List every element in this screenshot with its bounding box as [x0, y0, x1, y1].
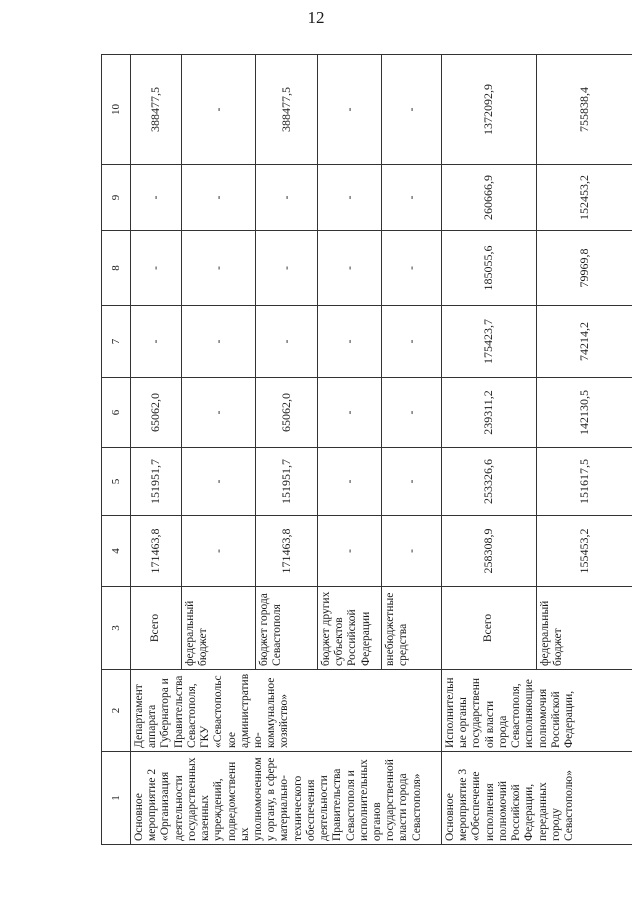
table-row: [131, 55, 182, 845]
value-cell: 388477,5: [256, 55, 318, 165]
value-cell: -: [382, 378, 442, 448]
page-number: 12: [307, 8, 325, 27]
value-cell: 258308,9: [442, 516, 537, 587]
value-cell: 175423,7: [442, 306, 537, 378]
header-cell: 1: [102, 752, 131, 845]
executor-cell: Исполнительные органы государственной власти города Севастополя, исполняющие полномочия Российской Федерации,: [442, 670, 632, 752]
value-cell: -: [382, 165, 442, 231]
rotated-table-container: [101, 55, 627, 845]
value-cell: -: [382, 516, 442, 587]
header-cell: 7: [102, 306, 131, 378]
value-cell: -: [256, 165, 318, 231]
value-cell: 151951,7: [131, 448, 182, 516]
value-cell: -: [182, 516, 256, 587]
value-cell: 65062,0: [131, 378, 182, 448]
header-cell: 2: [102, 670, 131, 752]
value-cell: -: [382, 231, 442, 306]
header-cell: 9: [102, 165, 131, 231]
value-cell: -: [256, 306, 318, 378]
value-cell: 260666,9: [442, 165, 537, 231]
value-cell: 388477,5: [131, 55, 182, 165]
source-cell: внебюджетные средства: [382, 587, 442, 670]
financing-table: [101, 54, 632, 845]
value-cell: -: [318, 231, 382, 306]
value-cell: 755838,4: [537, 55, 632, 165]
value-cell: -: [318, 378, 382, 448]
value-cell: 239311,2: [442, 378, 537, 448]
value-cell: -: [382, 55, 442, 165]
value-cell: 171463,8: [131, 516, 182, 587]
value-cell: 1372092,9: [442, 55, 537, 165]
table-row: [442, 55, 537, 845]
value-cell: -: [182, 55, 256, 165]
value-cell: -: [382, 306, 442, 378]
source-cell: Всего: [442, 587, 537, 670]
table-frame: [101, 55, 627, 845]
value-cell: 155453,2: [537, 516, 632, 587]
value-cell: -: [182, 306, 256, 378]
source-cell: бюджет города Севастополя: [256, 587, 318, 670]
value-cell: -: [182, 231, 256, 306]
activity-cell: Основное мероприятие 2 «Организация деятельности государственных казенных учреждений, подведомственных уполномоченному органу, в сфере материально-технического обеспечения деятельности Правительства Севастополя и исполнительных органов государственной власти города Севастополя»: [131, 752, 442, 845]
value-cell: -: [131, 306, 182, 378]
header-cell: 4: [102, 516, 131, 587]
value-cell: -: [182, 165, 256, 231]
value-cell: 65062,0: [256, 378, 318, 448]
value-cell: -: [382, 448, 442, 516]
source-cell: федеральный бюджет: [537, 587, 632, 670]
value-cell: 142130,5: [537, 378, 632, 448]
value-cell: -: [131, 231, 182, 306]
value-cell: -: [318, 306, 382, 378]
value-cell: 185055,6: [442, 231, 537, 306]
value-cell: 171463,8: [256, 516, 318, 587]
header-row: [102, 55, 131, 845]
value-cell: -: [318, 55, 382, 165]
value-cell: 152453,2: [537, 165, 632, 231]
header-cell: 3: [102, 587, 131, 670]
source-cell: федеральный бюджет: [182, 587, 256, 670]
value-cell: 151951,7: [256, 448, 318, 516]
value-cell: 74214,2: [537, 306, 632, 378]
header-cell: 5: [102, 448, 131, 516]
value-cell: -: [318, 165, 382, 231]
header-cell: 6: [102, 378, 131, 448]
executor-cell: Департамент аппарата Губернатора и Правительства Севастополя, ГКУ «Севастопольское административно-коммунальное хозяйство»: [131, 670, 442, 752]
value-cell: -: [318, 516, 382, 587]
value-cell: -: [256, 231, 318, 306]
source-cell: бюджет других субъектов Российской Федерации: [318, 587, 382, 670]
value-cell: -: [182, 448, 256, 516]
source-cell: Всего: [131, 587, 182, 670]
value-cell: -: [318, 448, 382, 516]
value-cell: 253326,6: [442, 448, 537, 516]
value-cell: 151617,5: [537, 448, 632, 516]
value-cell: -: [131, 165, 182, 231]
value-cell: 79969,8: [537, 231, 632, 306]
header-cell: 8: [102, 231, 131, 306]
header-cell: 10: [102, 55, 131, 165]
activity-cell: Основное мероприятие 3 «Обеспечение исполнения полномочий Российской Федерации, переданных городу Севастополю»: [442, 752, 632, 845]
value-cell: -: [182, 378, 256, 448]
